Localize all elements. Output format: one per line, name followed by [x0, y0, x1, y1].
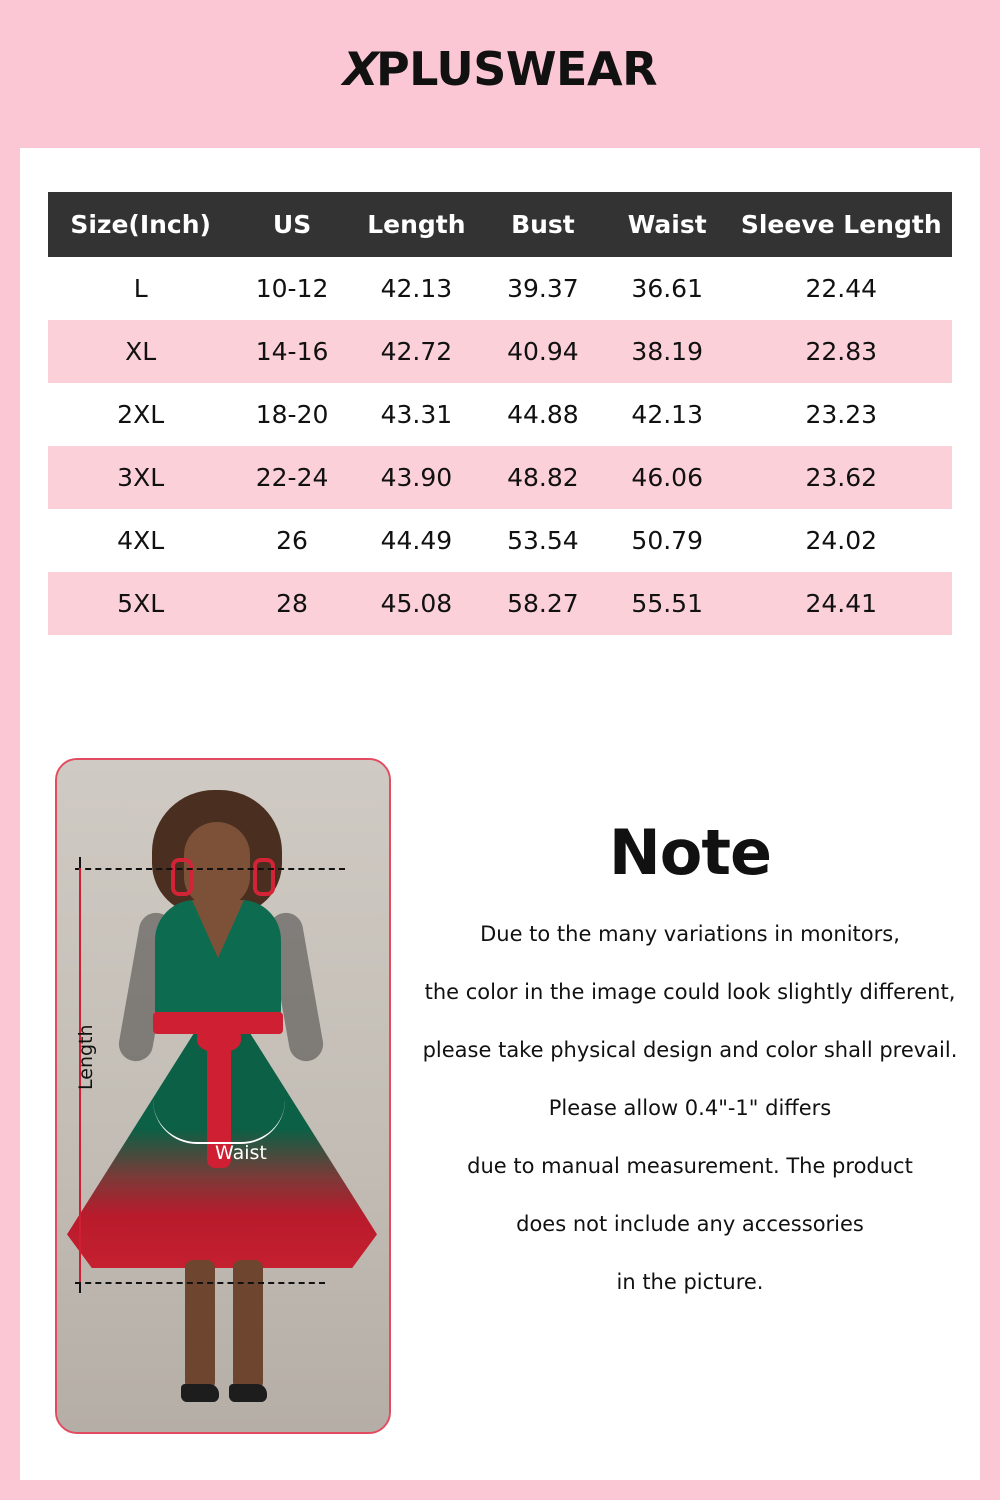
note-title: Note	[608, 816, 772, 889]
cell-us: 18-20	[233, 383, 351, 446]
cell-us: 26	[233, 509, 351, 572]
table-header-us: US	[233, 192, 351, 257]
cell-length: 44.49	[351, 509, 482, 572]
table-row	[48, 509, 952, 572]
cell-size: 4XL	[48, 509, 233, 572]
lower-section	[20, 758, 980, 1458]
note-line: due to manual measurement. The product	[467, 1154, 913, 1179]
cell-waist: 46.06	[604, 446, 731, 509]
cell-length: 42.72	[351, 320, 482, 383]
cell-bust: 58.27	[482, 572, 604, 635]
model-leg-right	[233, 1260, 263, 1390]
note-line: Due to the many variations in monitors,	[480, 922, 900, 946]
earring-left-icon	[171, 858, 193, 896]
content-card	[20, 148, 980, 1480]
cell-length: 43.90	[351, 446, 482, 509]
cell-size: 2XL	[48, 383, 233, 446]
cell-waist: 42.13	[604, 383, 731, 446]
cell-length: 42.13	[351, 257, 482, 320]
table-header-length: Length	[351, 192, 482, 257]
note-line: please take physical design and color shall prevail.	[422, 1038, 958, 1063]
cell-sleeve-length: 22.44	[730, 257, 952, 320]
brand-x-mark: X	[337, 42, 384, 96]
note-line: Please allow 0.4"-1" differs	[548, 1096, 832, 1121]
cell-bust: 40.94	[482, 320, 604, 383]
cell-size: L	[48, 257, 233, 320]
cell-bust: 53.54	[482, 509, 604, 572]
cell-sleeve-length: 23.23	[730, 383, 952, 446]
cell-waist: 55.51	[604, 572, 731, 635]
length-label: Length	[75, 1024, 97, 1090]
table-header-size: Size(Inch)	[48, 192, 233, 257]
table-header-bust: Bust	[482, 192, 604, 257]
table-row	[48, 320, 952, 383]
table-row	[48, 572, 952, 635]
model-illustration	[57, 760, 389, 1432]
model-shoe-right	[229, 1384, 267, 1402]
cell-us: 28	[233, 572, 351, 635]
table-row	[48, 446, 952, 509]
cell-us: 22-24	[233, 446, 351, 509]
cell-waist: 50.79	[604, 509, 731, 572]
note-line: the color in the image could look slightly different,	[424, 980, 956, 1005]
cell-waist: 38.19	[604, 320, 731, 383]
size-table-container	[48, 192, 952, 635]
cell-sleeve-length: 24.02	[730, 509, 952, 572]
cell-us: 10-12	[233, 257, 351, 320]
brand-name: PLUSWEAR	[375, 42, 658, 96]
length-bottom-guide	[75, 1282, 325, 1284]
waist-label: Waist	[215, 1142, 267, 1164]
table-header-row	[48, 192, 952, 257]
earring-right-icon	[253, 858, 275, 896]
cell-bust: 48.82	[482, 446, 604, 509]
cell-bust: 39.37	[482, 257, 604, 320]
table-row	[48, 383, 952, 446]
length-top-guide	[75, 868, 345, 870]
note-line: does not include any accessories	[516, 1212, 864, 1237]
measurement-diagram	[55, 758, 391, 1434]
table-header-waist: Waist	[604, 192, 731, 257]
cell-us: 14-16	[233, 320, 351, 383]
model-leg-left	[185, 1260, 215, 1390]
brand-logo	[0, 42, 1000, 96]
cell-waist: 36.61	[604, 257, 731, 320]
cell-length: 43.31	[351, 383, 482, 446]
note-section	[415, 770, 965, 1329]
cell-size: 3XL	[48, 446, 233, 509]
cell-size: XL	[48, 320, 233, 383]
model-shoe-left	[181, 1384, 219, 1402]
cell-sleeve-length: 22.83	[730, 320, 952, 383]
dress-v-neckline	[192, 900, 244, 958]
cell-sleeve-length: 24.41	[730, 572, 952, 635]
cell-sleeve-length: 23.62	[730, 446, 952, 509]
size-table	[48, 192, 952, 635]
cell-size: 5XL	[48, 572, 233, 635]
cell-length: 45.08	[351, 572, 482, 635]
table-row	[48, 257, 952, 320]
table-header-sleeve-length: Sleeve Length	[730, 192, 952, 257]
cell-bust: 44.88	[482, 383, 604, 446]
note-line: in the picture.	[616, 1270, 764, 1295]
